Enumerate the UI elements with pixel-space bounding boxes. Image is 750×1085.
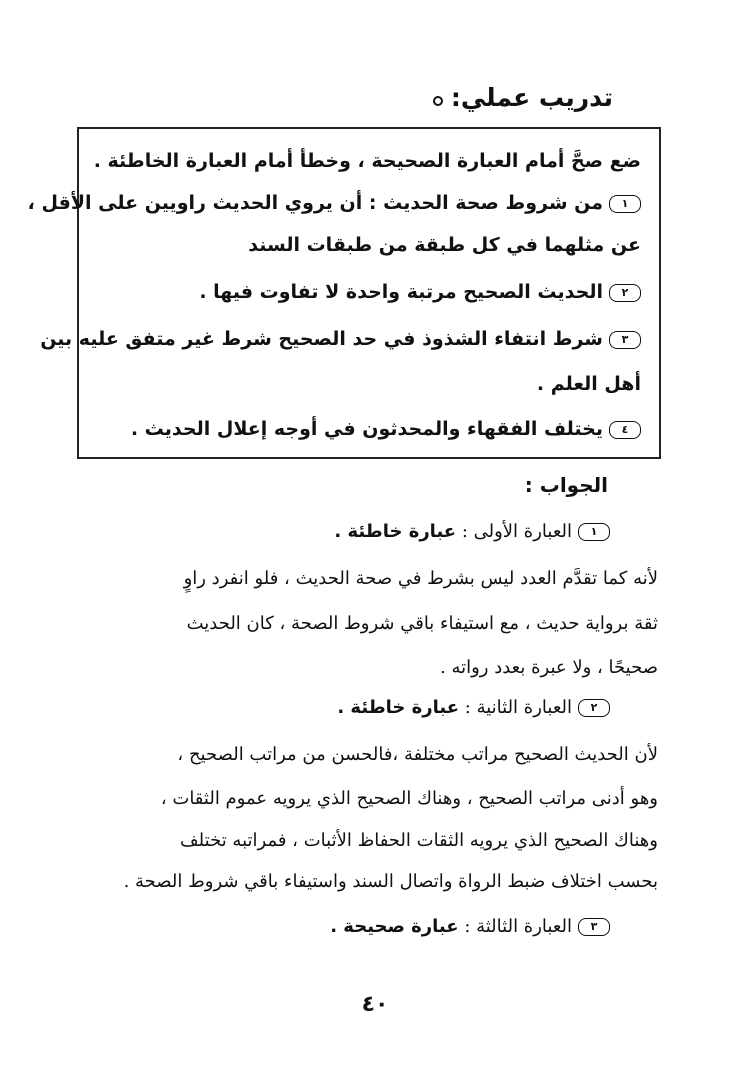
answer-head-text: العبارة الأولى : xyxy=(461,521,572,542)
instruction-line: ضع صحَّ أمام العبارة الصحيحة ، وخطأ أمام العبارة الخاطئة . xyxy=(93,150,641,172)
answer-2-line-4: بحسب اختلاف ضبط الرواة واتصال السند واستيفاء باقي شروط الصحة . xyxy=(123,871,658,892)
answer-number-badge: ١ xyxy=(578,523,610,541)
answer-2-line-1: لأن الحديث الصحيح مراتب مختلفة ،فالحسن من مراتب الصحيح ، xyxy=(177,744,658,765)
answer-head-text: العبارة الثالثة : xyxy=(464,916,572,937)
answer-label: الجواب : xyxy=(524,473,608,497)
item-number-badge: ٢ xyxy=(609,284,641,302)
answer-verdict: عبارة خاطئة . xyxy=(337,697,460,718)
answer-1-line-2: ثقة برواية حديث ، مع استيفاء باقي شروط الصحة ، كان الحديث xyxy=(186,613,658,634)
exercise-box xyxy=(27,127,661,459)
item-text: يختلف الفقهاء والمحدثون في أوجه إعلال الحديث . xyxy=(130,418,603,440)
item-number-badge: ١ xyxy=(609,195,641,213)
circle-bullet-icon xyxy=(433,96,443,106)
answer-2-heading xyxy=(337,694,610,722)
page-number: ٤٠ xyxy=(361,992,389,1017)
item-text: الحديث الصحيح مرتبة واحدة لا تفاوت فيها . xyxy=(199,281,603,303)
item-text: شرط انتفاء الشذوذ في حد الصحيح شرط غير متفق عليه بين xyxy=(40,328,603,350)
item-number-badge: ٤ xyxy=(609,421,641,439)
answer-2-line-2: وهو أدنى مراتب الصحيح ، وهناك الصحيح الذي يرويه عموم الثقات ، xyxy=(160,788,658,809)
answer-1-line-3: صحيحًا ، ولا عبرة بعدد رواته . xyxy=(440,657,658,678)
box-item-3-line-2: أهل العلم . xyxy=(536,373,641,395)
box-item-1-line-2: عن مثلهما في كل طبقة من طبقات السند xyxy=(248,234,641,256)
answer-3-heading xyxy=(330,913,610,941)
answer-1-line-1: لأنه كما تقدَّم العدد ليس بشرط في صحة الحديث ، فلو انفرد راوٍ xyxy=(183,568,658,589)
box-item-1-line-1 xyxy=(27,189,641,217)
exercise-heading xyxy=(433,82,613,114)
answer-number-badge: ٢ xyxy=(578,699,610,717)
item-text: من شروط صحة الحديث : أن يروي الحديث راويين على الأقل ، xyxy=(27,192,603,214)
answer-number-badge: ٣ xyxy=(578,918,610,936)
item-number-badge: ٣ xyxy=(609,331,641,349)
heading-text: تدريب عملي: xyxy=(450,83,613,112)
answer-verdict: عبارة صحيحة . xyxy=(330,916,459,937)
box-item-3-line-1 xyxy=(40,325,641,353)
box-item-2-line-1 xyxy=(89,278,641,306)
answer-1-heading xyxy=(334,518,610,546)
answer-verdict: عبارة خاطئة . xyxy=(334,521,457,542)
box-item-4-line-1 xyxy=(89,415,641,443)
answer-head-text: العبارة الثانية : xyxy=(464,697,572,718)
answer-2-line-3: وهناك الصحيح الذي يرويه الثقات الحفاظ الأثبات ، فمراتبه تختلف xyxy=(180,830,658,851)
